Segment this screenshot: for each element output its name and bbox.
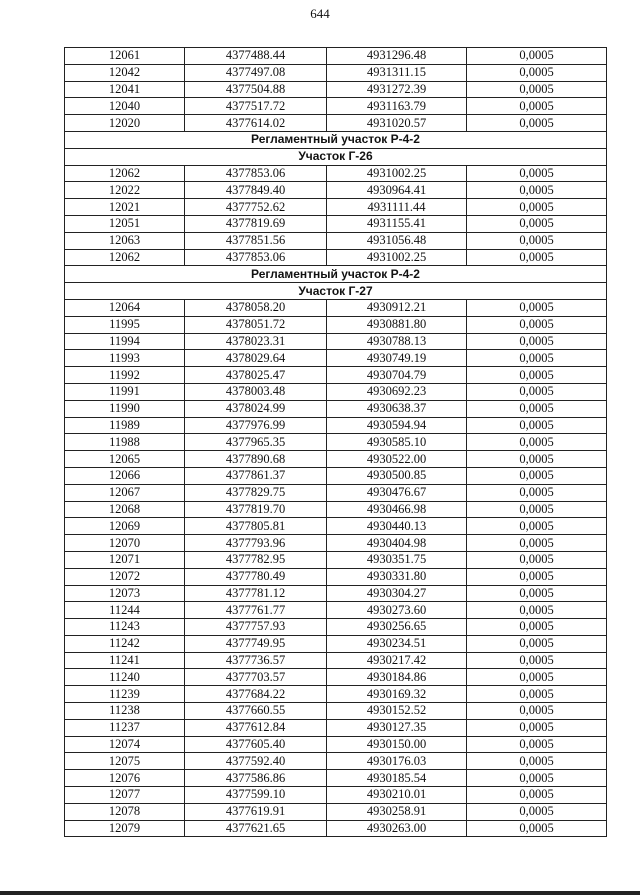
- x-coordinate-cell: 4377829.75: [185, 484, 327, 501]
- x-coordinate-cell: 4377488.44: [185, 48, 327, 65]
- accuracy-cell: 0,0005: [467, 703, 607, 720]
- section-heading-row: [65, 148, 607, 165]
- point-number-cell: 11992: [65, 367, 185, 384]
- accuracy-cell: 0,0005: [467, 165, 607, 182]
- table-row: [65, 350, 607, 367]
- accuracy-cell: 0,0005: [467, 820, 607, 837]
- y-coordinate-cell: 4930749.19: [327, 350, 467, 367]
- accuracy-cell: 0,0005: [467, 803, 607, 820]
- accuracy-cell: 0,0005: [467, 736, 607, 753]
- section-heading: Участок Г-26: [65, 148, 607, 165]
- table-row: [65, 417, 607, 434]
- y-coordinate-cell: 4931163.79: [327, 98, 467, 115]
- x-coordinate-cell: 4377612.84: [185, 719, 327, 736]
- table-row: [65, 367, 607, 384]
- y-coordinate-cell: 4930331.80: [327, 568, 467, 585]
- section-heading: Участок Г-27: [65, 283, 607, 300]
- y-coordinate-cell: 4931272.39: [327, 81, 467, 98]
- accuracy-cell: 0,0005: [467, 669, 607, 686]
- y-coordinate-cell: 4930404.98: [327, 535, 467, 552]
- table-row: [65, 736, 607, 753]
- y-coordinate-cell: 4931020.57: [327, 115, 467, 132]
- x-coordinate-cell: 4377619.91: [185, 803, 327, 820]
- page-number: 644: [310, 6, 330, 21]
- point-number-cell: 12062: [65, 165, 185, 182]
- point-number-cell: 11995: [65, 316, 185, 333]
- x-coordinate-cell: 4377592.40: [185, 753, 327, 770]
- y-coordinate-cell: 4930152.52: [327, 703, 467, 720]
- accuracy-cell: 0,0005: [467, 551, 607, 568]
- x-coordinate-cell: 4377752.62: [185, 199, 327, 216]
- y-coordinate-cell: 4930500.85: [327, 467, 467, 484]
- accuracy-cell: 0,0005: [467, 182, 607, 199]
- accuracy-cell: 0,0005: [467, 535, 607, 552]
- y-coordinate-cell: 4930594.94: [327, 417, 467, 434]
- x-coordinate-cell: 4377605.40: [185, 736, 327, 753]
- x-coordinate-cell: 4377819.69: [185, 215, 327, 232]
- table-row: [65, 803, 607, 820]
- y-coordinate-cell: 4930692.23: [327, 383, 467, 400]
- x-coordinate-cell: 4377517.72: [185, 98, 327, 115]
- point-number-cell: 12020: [65, 115, 185, 132]
- x-coordinate-cell: 4377965.35: [185, 434, 327, 451]
- x-coordinate-cell: 4378051.72: [185, 316, 327, 333]
- x-coordinate-cell: 4377805.81: [185, 518, 327, 535]
- y-coordinate-cell: 4930176.03: [327, 753, 467, 770]
- table-row: [65, 703, 607, 720]
- accuracy-cell: 0,0005: [467, 501, 607, 518]
- table-row: [65, 535, 607, 552]
- x-coordinate-cell: 4377586.86: [185, 770, 327, 787]
- point-number-cell: 12066: [65, 467, 185, 484]
- point-number-cell: 11238: [65, 703, 185, 720]
- table-row: [65, 249, 607, 266]
- accuracy-cell: 0,0005: [467, 568, 607, 585]
- table-row: [65, 451, 607, 468]
- point-number-cell: 12040: [65, 98, 185, 115]
- y-coordinate-cell: 4930638.37: [327, 400, 467, 417]
- table-row: [65, 686, 607, 703]
- table-row: [65, 585, 607, 602]
- scan-bottom-edge: [0, 891, 640, 895]
- point-number-cell: 12072: [65, 568, 185, 585]
- accuracy-cell: 0,0005: [467, 585, 607, 602]
- coordinates-table: [64, 47, 607, 837]
- x-coordinate-cell: 4377614.02: [185, 115, 327, 132]
- section-heading-row: [65, 266, 607, 283]
- accuracy-cell: 0,0005: [467, 249, 607, 266]
- section-heading-row: [65, 283, 607, 300]
- x-coordinate-cell: 4378058.20: [185, 299, 327, 316]
- x-coordinate-cell: 4377761.77: [185, 602, 327, 619]
- accuracy-cell: 0,0005: [467, 635, 607, 652]
- y-coordinate-cell: 4930256.65: [327, 619, 467, 636]
- accuracy-cell: 0,0005: [467, 619, 607, 636]
- accuracy-cell: 0,0005: [467, 417, 607, 434]
- table-row: [65, 199, 607, 216]
- y-coordinate-cell: 4930704.79: [327, 367, 467, 384]
- accuracy-cell: 0,0005: [467, 451, 607, 468]
- point-number-cell: 12042: [65, 64, 185, 81]
- y-coordinate-cell: 4930258.91: [327, 803, 467, 820]
- point-number-cell: 11240: [65, 669, 185, 686]
- accuracy-cell: 0,0005: [467, 787, 607, 804]
- y-coordinate-cell: 4930912.21: [327, 299, 467, 316]
- point-number-cell: 11993: [65, 350, 185, 367]
- x-coordinate-cell: 4377780.49: [185, 568, 327, 585]
- accuracy-cell: 0,0005: [467, 333, 607, 350]
- table-row: [65, 215, 607, 232]
- table-row: [65, 719, 607, 736]
- table-row: [65, 787, 607, 804]
- x-coordinate-cell: 4377504.88: [185, 81, 327, 98]
- point-number-cell: 12070: [65, 535, 185, 552]
- point-number-cell: 11244: [65, 602, 185, 619]
- x-coordinate-cell: 4377497.08: [185, 64, 327, 81]
- table-row: [65, 518, 607, 535]
- table-row: [65, 669, 607, 686]
- point-number-cell: 12022: [65, 182, 185, 199]
- point-number-cell: 11243: [65, 619, 185, 636]
- x-coordinate-cell: 4377849.40: [185, 182, 327, 199]
- y-coordinate-cell: 4930169.32: [327, 686, 467, 703]
- point-number-cell: 12062: [65, 249, 185, 266]
- point-number-cell: 12078: [65, 803, 185, 820]
- x-coordinate-cell: 4377819.70: [185, 501, 327, 518]
- table-row: [65, 81, 607, 98]
- accuracy-cell: 0,0005: [467, 98, 607, 115]
- table-row: [65, 434, 607, 451]
- section-heading-row: [65, 131, 607, 148]
- table-row: [65, 400, 607, 417]
- point-number-cell: 11239: [65, 686, 185, 703]
- x-coordinate-cell: 4377851.56: [185, 232, 327, 249]
- point-number-cell: 12061: [65, 48, 185, 65]
- y-coordinate-cell: 4930788.13: [327, 333, 467, 350]
- accuracy-cell: 0,0005: [467, 770, 607, 787]
- table-row: [65, 115, 607, 132]
- y-coordinate-cell: 4930150.00: [327, 736, 467, 753]
- accuracy-cell: 0,0005: [467, 652, 607, 669]
- accuracy-cell: 0,0005: [467, 316, 607, 333]
- table-row: [65, 770, 607, 787]
- x-coordinate-cell: 4378029.64: [185, 350, 327, 367]
- table-row: [65, 182, 607, 199]
- table-row: [65, 232, 607, 249]
- table-row: [65, 501, 607, 518]
- y-coordinate-cell: 4930263.00: [327, 820, 467, 837]
- accuracy-cell: 0,0005: [467, 81, 607, 98]
- x-coordinate-cell: 4377736.57: [185, 652, 327, 669]
- point-number-cell: 12076: [65, 770, 185, 787]
- x-coordinate-cell: 4377976.99: [185, 417, 327, 434]
- table-row: [65, 467, 607, 484]
- accuracy-cell: 0,0005: [467, 215, 607, 232]
- x-coordinate-cell: 4377749.95: [185, 635, 327, 652]
- point-number-cell: 11237: [65, 719, 185, 736]
- accuracy-cell: 0,0005: [467, 299, 607, 316]
- table-row: [65, 64, 607, 81]
- table-row: [65, 753, 607, 770]
- x-coordinate-cell: 4377853.06: [185, 249, 327, 266]
- point-number-cell: 12065: [65, 451, 185, 468]
- table-row: [65, 484, 607, 501]
- table-row: [65, 316, 607, 333]
- accuracy-cell: 0,0005: [467, 518, 607, 535]
- y-coordinate-cell: 4930304.27: [327, 585, 467, 602]
- y-coordinate-cell: 4930585.10: [327, 434, 467, 451]
- y-coordinate-cell: 4931002.25: [327, 249, 467, 266]
- accuracy-cell: 0,0005: [467, 115, 607, 132]
- point-number-cell: 12079: [65, 820, 185, 837]
- point-number-cell: 12067: [65, 484, 185, 501]
- point-number-cell: 12075: [65, 753, 185, 770]
- table-row: [65, 568, 607, 585]
- table-row: [65, 98, 607, 115]
- section-heading: Регламентный участок Р-4-2: [65, 131, 607, 148]
- x-coordinate-cell: 4377684.22: [185, 686, 327, 703]
- x-coordinate-cell: 4377782.95: [185, 551, 327, 568]
- accuracy-cell: 0,0005: [467, 232, 607, 249]
- y-coordinate-cell: 4930127.35: [327, 719, 467, 736]
- y-coordinate-cell: 4930273.60: [327, 602, 467, 619]
- y-coordinate-cell: 4930234.51: [327, 635, 467, 652]
- point-number-cell: 12071: [65, 551, 185, 568]
- y-coordinate-cell: 4931111.44: [327, 199, 467, 216]
- x-coordinate-cell: 4377890.68: [185, 451, 327, 468]
- x-coordinate-cell: 4377757.93: [185, 619, 327, 636]
- y-coordinate-cell: 4930440.13: [327, 518, 467, 535]
- y-coordinate-cell: 4930351.75: [327, 551, 467, 568]
- point-number-cell: 12063: [65, 232, 185, 249]
- accuracy-cell: 0,0005: [467, 383, 607, 400]
- table-row: [65, 299, 607, 316]
- point-number-cell: 12021: [65, 199, 185, 216]
- y-coordinate-cell: 4930217.42: [327, 652, 467, 669]
- x-coordinate-cell: 4378003.48: [185, 383, 327, 400]
- x-coordinate-cell: 4378024.99: [185, 400, 327, 417]
- x-coordinate-cell: 4377861.37: [185, 467, 327, 484]
- x-coordinate-cell: 4377793.96: [185, 535, 327, 552]
- accuracy-cell: 0,0005: [467, 199, 607, 216]
- y-coordinate-cell: 4930881.80: [327, 316, 467, 333]
- point-number-cell: 12041: [65, 81, 185, 98]
- table-row: [65, 602, 607, 619]
- y-coordinate-cell: 4930185.54: [327, 770, 467, 787]
- y-coordinate-cell: 4930522.00: [327, 451, 467, 468]
- accuracy-cell: 0,0005: [467, 367, 607, 384]
- point-number-cell: 11994: [65, 333, 185, 350]
- x-coordinate-cell: 4378023.31: [185, 333, 327, 350]
- accuracy-cell: 0,0005: [467, 484, 607, 501]
- point-number-cell: 11242: [65, 635, 185, 652]
- y-coordinate-cell: 4931056.48: [327, 232, 467, 249]
- x-coordinate-cell: 4377660.55: [185, 703, 327, 720]
- accuracy-cell: 0,0005: [467, 753, 607, 770]
- accuracy-cell: 0,0005: [467, 719, 607, 736]
- point-number-cell: 12064: [65, 299, 185, 316]
- x-coordinate-cell: 4377781.12: [185, 585, 327, 602]
- accuracy-cell: 0,0005: [467, 400, 607, 417]
- point-number-cell: 12051: [65, 215, 185, 232]
- table-row: [65, 635, 607, 652]
- point-number-cell: 11991: [65, 383, 185, 400]
- point-number-cell: 11989: [65, 417, 185, 434]
- point-number-cell: 12068: [65, 501, 185, 518]
- y-coordinate-cell: 4931311.15: [327, 64, 467, 81]
- table-row: [65, 619, 607, 636]
- accuracy-cell: 0,0005: [467, 350, 607, 367]
- y-coordinate-cell: 4931296.48: [327, 48, 467, 65]
- y-coordinate-cell: 4931002.25: [327, 165, 467, 182]
- y-coordinate-cell: 4930184.86: [327, 669, 467, 686]
- accuracy-cell: 0,0005: [467, 686, 607, 703]
- accuracy-cell: 0,0005: [467, 64, 607, 81]
- point-number-cell: 11990: [65, 400, 185, 417]
- x-coordinate-cell: 4378025.47: [185, 367, 327, 384]
- point-number-cell: 11988: [65, 434, 185, 451]
- accuracy-cell: 0,0005: [467, 602, 607, 619]
- table-row: [65, 333, 607, 350]
- point-number-cell: 12077: [65, 787, 185, 804]
- x-coordinate-cell: 4377703.57: [185, 669, 327, 686]
- table-row: [65, 820, 607, 837]
- accuracy-cell: 0,0005: [467, 48, 607, 65]
- y-coordinate-cell: 4930210.01: [327, 787, 467, 804]
- table-row: [65, 551, 607, 568]
- y-coordinate-cell: 4930466.98: [327, 501, 467, 518]
- table-row: [65, 165, 607, 182]
- point-number-cell: 11241: [65, 652, 185, 669]
- y-coordinate-cell: 4930964.41: [327, 182, 467, 199]
- accuracy-cell: 0,0005: [467, 434, 607, 451]
- point-number-cell: 12069: [65, 518, 185, 535]
- point-number-cell: 12073: [65, 585, 185, 602]
- point-number-cell: 12074: [65, 736, 185, 753]
- accuracy-cell: 0,0005: [467, 467, 607, 484]
- table-row: [65, 48, 607, 65]
- coordinates-table-body: [65, 48, 607, 837]
- section-heading: Регламентный участок Р-4-2: [65, 266, 607, 283]
- y-coordinate-cell: 4931155.41: [327, 215, 467, 232]
- x-coordinate-cell: 4377621.65: [185, 820, 327, 837]
- y-coordinate-cell: 4930476.67: [327, 484, 467, 501]
- table-row: [65, 652, 607, 669]
- x-coordinate-cell: 4377599.10: [185, 787, 327, 804]
- x-coordinate-cell: 4377853.06: [185, 165, 327, 182]
- table-row: [65, 383, 607, 400]
